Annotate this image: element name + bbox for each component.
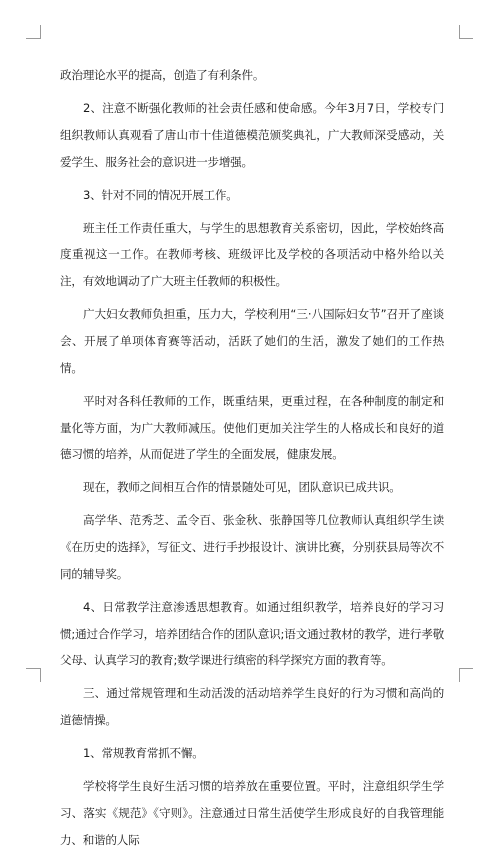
crop-mark-bottom-left-h (26, 668, 40, 669)
paragraph: 4、日常教学注意渗透思想教育。如通过组织教学，培养良好的学习习惯;通过合作学习，培养团结合作的团队意识;语文通过教材的教学，进行孝敬父母、认真学习的教育;数学课进行缜密的科学探究方面的教育等。 (60, 599, 444, 668)
crop-mark-top-right-v (459, 25, 460, 39)
paragraph: 平时对各科任教师的工作，既重结果，更重过程，在各种制度的制定和量化等方面，为广大教师减压。使他们更加关注学生的人格成长和良好的道德习惯的培养，从而促进了学生的全面发展，健康发展。 (60, 393, 444, 462)
paragraph: 现在，教师之间相互合作的情景随处可见，团队意识已成共识。 (83, 480, 401, 495)
paragraph: 2、注意不断强化教师的社会责任感和使命感。今年3月7日，学校专门组织教师认真观看了唐山市十佳道德模范颁奖典礼，广大教师深受感动，关爱学生、服务社会的意识进一步增强。 (60, 100, 444, 169)
paragraph: 1、常规教育常抓不懈。 (83, 746, 204, 761)
paragraph: 学校将学生良好生活习惯的培养放在重要位置。平时，注意组织学生学习、落实《规范》《守则》。注意通过日常生活使学生形成良好的自我管理能力、和谐的人际 (60, 779, 444, 847)
crop-mark-bottom-left-v (40, 668, 41, 682)
paragraph: 3、针对不同的情况开展工作。 (83, 187, 238, 202)
document-body (60, 62, 444, 860)
paragraph: 政治理论水平的提高，创造了有利条件。 (60, 68, 265, 82)
crop-mark-bottom-right-v (459, 668, 460, 682)
paragraph: 广大妇女教师负担重，压力大，学校利用“三·八国际妇女节”召开了座谈会、开展了单项体育赛等活动，活跃了她们的生活，激发了她们的工作热情。 (60, 307, 444, 375)
crop-mark-top-left-h (26, 38, 40, 39)
crop-mark-top-right-h (459, 38, 473, 39)
crop-mark-top-left-v (40, 25, 41, 39)
paragraph: 三、通过常规管理和生动活泼的活动培养学生良好的行为习惯和高尚的道德情操。 (60, 686, 444, 728)
paragraph: 高学华、范秀芝、孟令百、张金秋、张静国等几位教师认真组织学生读《在历史的选择》，写征文、进行手抄报设计、演讲比赛，分别获县局等次不同的辅导奖。 (60, 513, 444, 581)
crop-mark-bottom-right-h (459, 668, 473, 669)
paragraph: 班主任工作责任重大，与学生的思想教育关系密切，因此，学校始终高度重视这一工作。在教师考核、班级评比及学校的各项活动中格外给以关注，有效地调动了广大班主任教师的积极性。 (60, 220, 444, 289)
